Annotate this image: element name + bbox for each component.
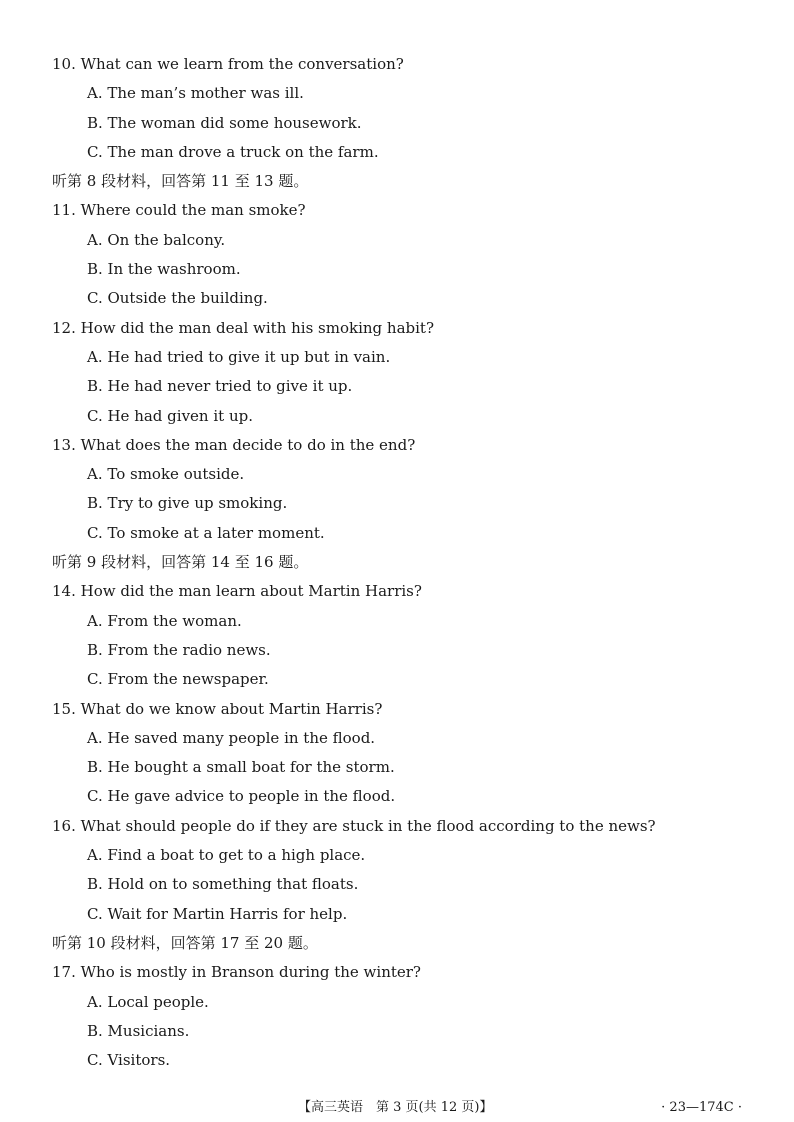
question-text: 14. How did the man learn about Martin Harris? [52, 582, 422, 601]
page-footer [0, 1098, 794, 1118]
answer-option: B. Try to give up smoking. [87, 494, 288, 513]
answer-option: A. Find a boat to get to a high place. [87, 846, 366, 865]
answer-option: C. He gave advice to people in the flood. [87, 787, 396, 806]
answer-option: C. Wait for Martin Harris for help. [87, 904, 348, 923]
answer-option: C. From the newspaper. [87, 670, 269, 689]
question-text: 16. What should people do if they are stuck in the flood according to the news? [52, 816, 656, 835]
answer-option: C. He had given it up. [87, 406, 253, 425]
answer-option: B. In the washroom. [87, 260, 241, 279]
answer-option: B. He bought a small boat for the storm. [87, 758, 395, 777]
answer-option: C. To smoke at a later moment. [87, 523, 325, 542]
question-text: 17. Who is mostly in Branson during the winter? [52, 963, 421, 982]
answer-option: A. From the woman. [87, 611, 242, 630]
question-list [52, 50, 752, 1075]
answer-option: B. Musicians. [87, 1021, 190, 1040]
question-text: 12. How did the man deal with his smoking habit? [52, 318, 434, 337]
answer-option: A. He saved many people in the flood. [87, 728, 376, 747]
answer-option: A. Local people. [87, 992, 209, 1011]
answer-option: C. Outside the building. [87, 289, 268, 308]
footer-page-info: 【高三英语 第 3 页(共 12 页)】 [298, 1100, 493, 1115]
answer-option: B. From the radio news. [87, 640, 271, 659]
section-instruction: 听第 9 段材料，回答第 14 至 16 题。 [52, 553, 309, 572]
answer-option: C. The man drove a truck on the farm. [87, 142, 379, 161]
question-text: 13. What does the man decide to do in the end? [52, 435, 416, 454]
answer-option: B. The woman did some housework. [87, 113, 362, 132]
section-instruction: 听第 8 段材料，回答第 11 至 13 题。 [52, 172, 309, 191]
answer-option: A. On the balcony. [87, 230, 226, 249]
answer-option: A. The man’s mother was ill. [87, 84, 304, 103]
answer-option: B. Hold on to something that floats. [87, 875, 359, 894]
question-text: 10. What can we learn from the conversation? [52, 55, 404, 73]
question-text: 11. Where could the man smoke? [52, 201, 306, 220]
section-instruction: 听第 10 段材料，回答第 17 至 20 题。 [52, 933, 318, 952]
answer-option: A. He had tried to give it up but in vain. [87, 347, 391, 366]
answer-option: B. He had never tried to give it up. [87, 377, 353, 396]
footer-exam-code: · 23—174C · [661, 1100, 742, 1115]
answer-option: C. Visitors. [87, 1051, 171, 1070]
question-text: 15. What do we know about Martin Harris? [52, 699, 383, 718]
answer-option: A. To smoke outside. [87, 465, 245, 484]
